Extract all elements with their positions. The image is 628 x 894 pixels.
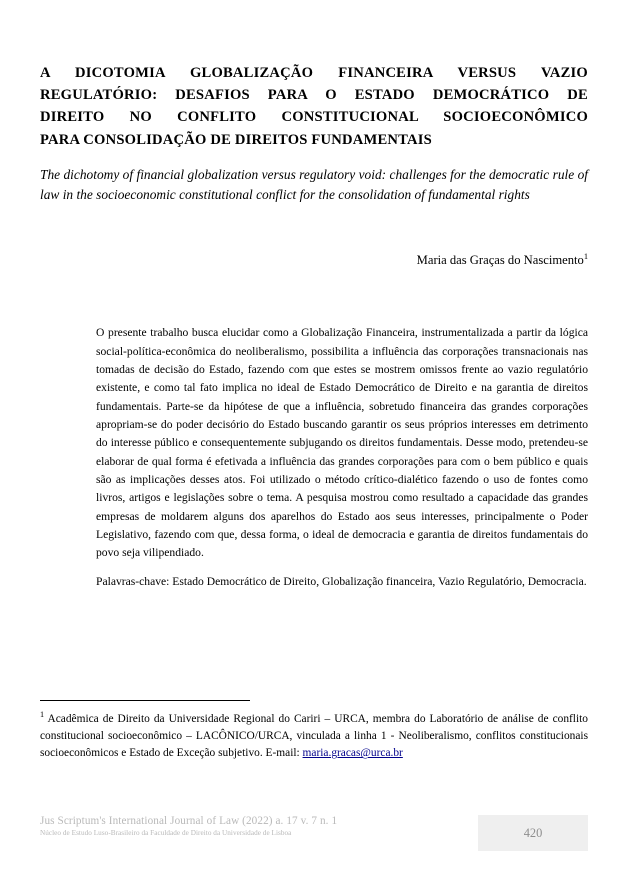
footnote-1 [40, 709, 588, 763]
footnote-text: Acadêmica de Direito da Universidade Regional do Cariri – URCA, membra do Laboratório de análise de conflito constitucional socioeconômico – LACÔNICO/URCA, vinculada a linha 1 - Neoliberalismo, conflitos constitucionais socioeconômicos e Estado de Exceção subjetivo. E-mail: [40, 712, 589, 760]
abstract-text: O presente trabalho busca elucidar como a Globalização Financeira, instrumentalizada a partir da lógica social-política-econômica do neoliberalismo, possibilita a influência das corporações transnacionais nas tomadas de decisão do Estado, fazendo com que estes se mostrem omissos frente ao vazio regulatório existente, e como tal fato implica no ideal de Estado Democrático de Direito e na garantia de direitos fundamentais. Parte-se da hipótese de que a influência, sobretudo financeira das grandes corporações apropriam-se do poder decisório do Estado buscando garantir os seus próprios interesses em detrimento do interesse público e consequentemente subjugando os direitos fundamentais. Desse modo, pretendeu-se elaborar de qual forma é efetivada a influência das grandes corporações para com o bem público e quais são as implicações desses atos. Foi utilizado o método crítico-dialético fazendo o uso de fontes como livros, artigos e legislações sobre o tema. A pesquisa mostrou como resultado a capacidade das grandes empresas de moldarem alguns dos aparelhos do Estado aos seus interesses, principalmente o Poder Legislativo, fazendo com que, dessa forma, o ideal de democracia e garantia de direitos fundamentais do povo seja vilipendiado. [96, 326, 588, 560]
author-email-link[interactable]: maria.gracas@urca.br [302, 747, 403, 760]
title-line-4: PARA CONSOLIDAÇÃO DE DIREITOS FUNDAMENTAIS [40, 131, 432, 148]
page-footer [40, 815, 588, 863]
footnote-marker: 1 [40, 710, 45, 719]
title-line-3: DIREITO NO CONFLITO CONSTITUCIONAL SOCIOECONÔMICO [40, 109, 588, 126]
title-translation: The dichotomy of financial globalization versus regulatory void: challenges for the democratic rule of law in the socioeconomic constitutional conflict for the consolidation of fundamental rights [40, 166, 588, 203]
title-line-2: REGULATÓRIO: DESAFIOS PARA O ESTADO DEMOCRÁTICO DE [40, 87, 588, 104]
footer-publisher: Núcleo de Estudo Luso-Brasileiro da Faculdade de Direito da Universidade de Lisboa [40, 829, 292, 837]
author-footnote-marker[interactable]: 1 [583, 252, 588, 262]
title-line-1: A DICOTOMIA GLOBALIZAÇÃO FINANCEIRA VERSUS VAZIO [40, 65, 588, 81]
page-number: 420 [523, 825, 543, 840]
author-name [40, 252, 588, 268]
footer-journal-title: Jus Scriptum's International Journal of Law (2022) a. 17 v. 7 n. 1 [40, 815, 338, 827]
footer-journal-info [40, 815, 337, 837]
article-header [40, 62, 588, 603]
footnote-area [40, 700, 588, 763]
author-label: Maria das Graças do Nascimento [416, 253, 584, 268]
page-title [40, 62, 588, 151]
page-number-box [478, 815, 588, 851]
footnote-divider [40, 700, 250, 701]
abstract-block [96, 324, 588, 591]
keywords-text: Palavras-chave: Estado Democrático de Direito, Globalização financeira, Vazio Regulatório, Democracia. [96, 575, 587, 589]
